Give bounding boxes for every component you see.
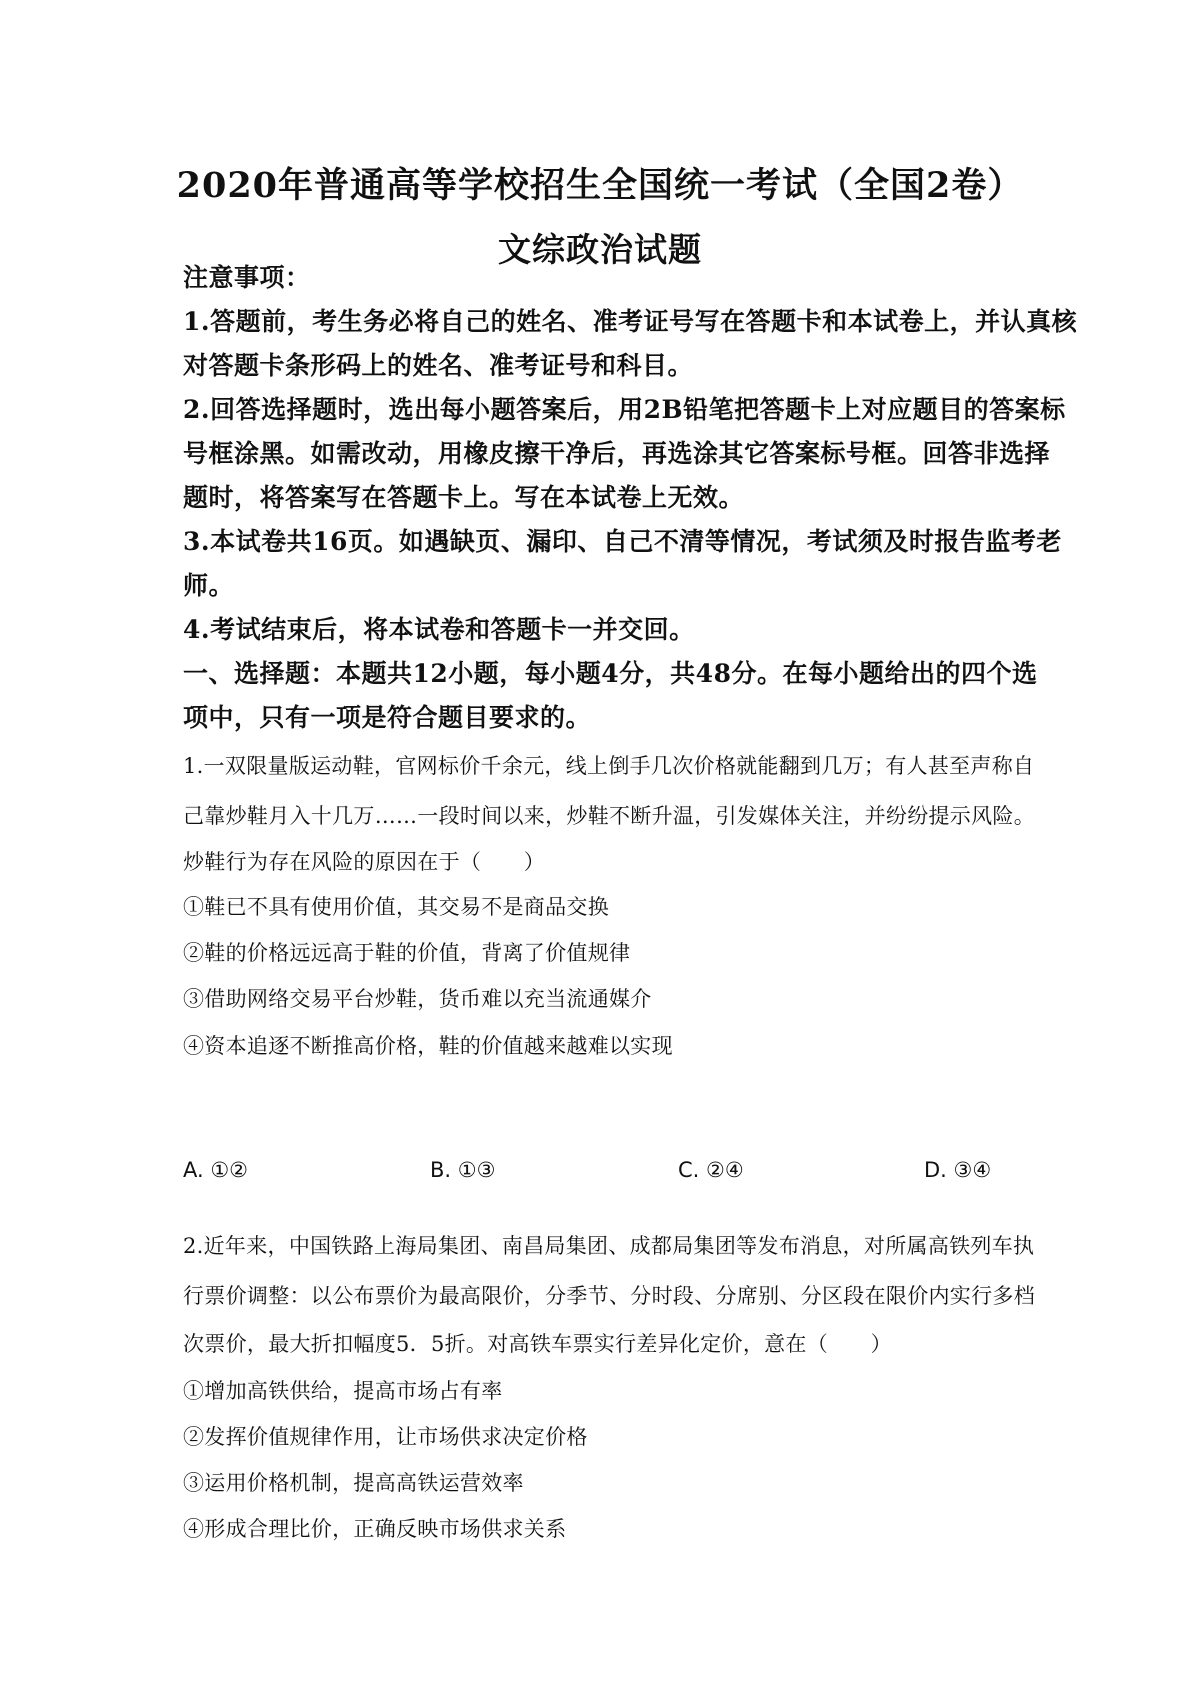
q1-stem: 炒鞋行为存在风险的原因在于（ ） [183, 850, 546, 874]
note-line: 3.本试卷共16页。如遇缺页、漏印、自己不清等情况，考试须及时报告监考老 [183, 527, 1062, 556]
q1-option-d: D. ③④ [924, 1158, 992, 1182]
section-heading-cont: 项中，只有一项是符合题目要求的。 [183, 703, 592, 732]
q1-statement: ②鞋的价格远远高于鞋的价值，背离了价值规律 [183, 941, 631, 965]
q1-option-b: B. ①③ [430, 1158, 496, 1182]
q2-statement: ④形成合理比价，正确反映市场供求关系 [183, 1517, 567, 1541]
q1-statement: ①鞋已不具有使用价值，其交易不是商品交换 [183, 895, 609, 919]
q1-statement: ④资本追逐不断推高价格，鞋的价值越来越难以实现 [183, 1034, 673, 1058]
note-line: 4.考试结束后，将本试卷和答题卡一并交回。 [183, 615, 695, 644]
q1-stem: 1.一双限量版运动鞋，官网标价千余元，线上倒手几次价格就能翻到几万；有人甚至声称自 [183, 754, 1035, 778]
section-heading: 一、选择题：本题共12小题，每小题4分，共48分。在每小题给出的四个选 [183, 659, 1038, 688]
q1-stem: 己靠炒鞋月入十几万……一段时间以来，炒鞋不断升温，引发媒体关注，并纷纷提示风险。 [183, 804, 1035, 828]
q1-option-a: A. ①② [183, 1158, 248, 1182]
q1-option-c: C. ②④ [678, 1158, 744, 1182]
q2-stem: 次票价，最大折扣幅度5．5折。对高铁车票实行差异化定价，意在（ ） [183, 1332, 892, 1356]
q2-stem: 2.近年来，中国铁路上海局集团、南昌局集团、成都局集团等发布消息，对所属高铁列车执 [183, 1234, 1035, 1258]
page-subtitle: 文综政治试题 [498, 230, 702, 269]
notes-heading: 注意事项： [183, 263, 311, 292]
q2-statement: ③运用价格机制，提高高铁运营效率 [183, 1471, 524, 1495]
note-line: 1.答题前，考生务必将自己的姓名、准考证号写在答题卡和本试卷上，并认真核 [183, 307, 1078, 336]
note-line: 号框涂黑。如需改动，用橡皮擦干净后，再选涂其它答案标号框。回答非选择 [183, 439, 1051, 468]
q2-stem: 行票价调整：以公布票价为最高限价，分季节、分时段、分席别、分区段在限价内实行多档 [183, 1284, 1035, 1308]
page-title: 2020年普通高等学校招生全国统一考试（全国2卷） [176, 165, 1024, 206]
note-line: 2.回答选择题时，选出每小题答案后，用2B铅笔把答题卡上对应题目的答案标 [183, 395, 1066, 424]
q1-statement: ③借助网络交易平台炒鞋，货币难以充当流通媒介 [183, 987, 652, 1011]
note-line: 对答题卡条形码上的姓名、准考证号和科目。 [183, 351, 694, 380]
note-line: 师。 [183, 571, 235, 600]
q2-statement: ①增加高铁供给，提高市场占有率 [183, 1379, 503, 1403]
q2-statement: ②发挥价值规律作用，让市场供求决定价格 [183, 1425, 588, 1449]
note-line: 题时，将答案写在答题卡上。写在本试卷上无效。 [183, 483, 745, 512]
